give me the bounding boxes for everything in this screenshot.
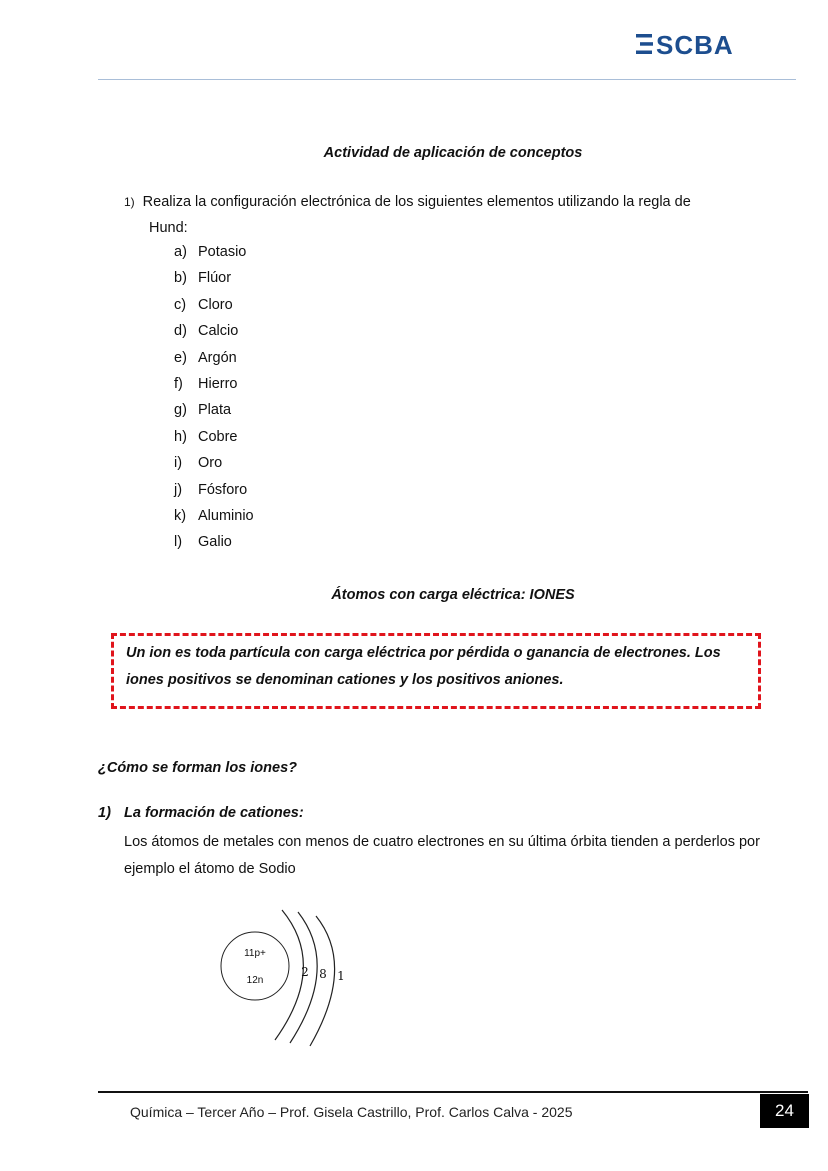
nucleus-circle <box>221 932 289 1000</box>
ion-definition: Un ion es toda partícula con carga eléctrica por pérdida o ganancia de electrones. Los iones positivos se denominan cationes y los positivos aniones. <box>126 645 721 688</box>
footer-rule <box>98 1091 808 1093</box>
sodium-atom-diagram <box>210 900 370 1060</box>
subsection-title: La formación de cationes: <box>124 805 304 821</box>
definition-box <box>111 633 761 709</box>
page-number: 24 <box>760 1094 809 1128</box>
subsection-number: 1) <box>98 805 111 821</box>
shell-arc-1 <box>275 910 303 1040</box>
list-item: h) Cobre <box>174 428 238 445</box>
activity-title: Actividad de aplicación de conceptos <box>323 145 583 161</box>
shell-arc-3 <box>310 916 335 1046</box>
shell-electrons-3: 1 <box>337 969 345 983</box>
list-item: j) Fósforo <box>174 481 248 498</box>
list-item: e) Argón <box>174 349 237 366</box>
header-rule <box>98 79 796 80</box>
list-item: g) Plata <box>174 402 232 419</box>
ions-title: Átomos con carga eléctrica: IONES <box>331 587 575 603</box>
escba-logo <box>636 30 790 58</box>
list-item: a) Potasio <box>174 244 247 260</box>
elements-list <box>174 239 254 556</box>
footer-credits: Química – Tercer Año – Prof. Gisela Castrillo, Prof. Carlos Calva - 2025 <box>130 1104 573 1120</box>
list-item: d) Calcio <box>174 323 239 340</box>
list-item: k) Aluminio <box>174 507 254 524</box>
shell-electrons-1: 2 <box>301 965 309 979</box>
protons-label: 11p+ <box>244 948 266 959</box>
list-item: b) Flúor <box>174 270 232 287</box>
list-item: c) Cloro <box>174 296 233 313</box>
instruction-text: Realiza la configuración electrónica de los siguientes elementos utilizando la regla de <box>142 194 691 210</box>
logo-text: SCBA <box>656 30 734 58</box>
cation-paragraph: Los átomos de metales con menos de cuatro electrones en su última órbita tienden a perderlos por ejemplo el átomo de Sodio <box>124 834 760 877</box>
section-question: ¿Cómo se forman los iones? <box>98 760 297 776</box>
list-item: i) Oro <box>174 455 223 472</box>
instruction-text-cont: Hund: <box>149 220 188 236</box>
activity-instruction <box>124 189 760 241</box>
neutrons-label: 12n <box>246 975 264 986</box>
item-number: 1) <box>124 195 135 209</box>
list-item: f) Hierro <box>174 375 238 392</box>
list-item: l) Galio <box>174 534 232 551</box>
shell-electrons-2: 8 <box>319 967 327 981</box>
